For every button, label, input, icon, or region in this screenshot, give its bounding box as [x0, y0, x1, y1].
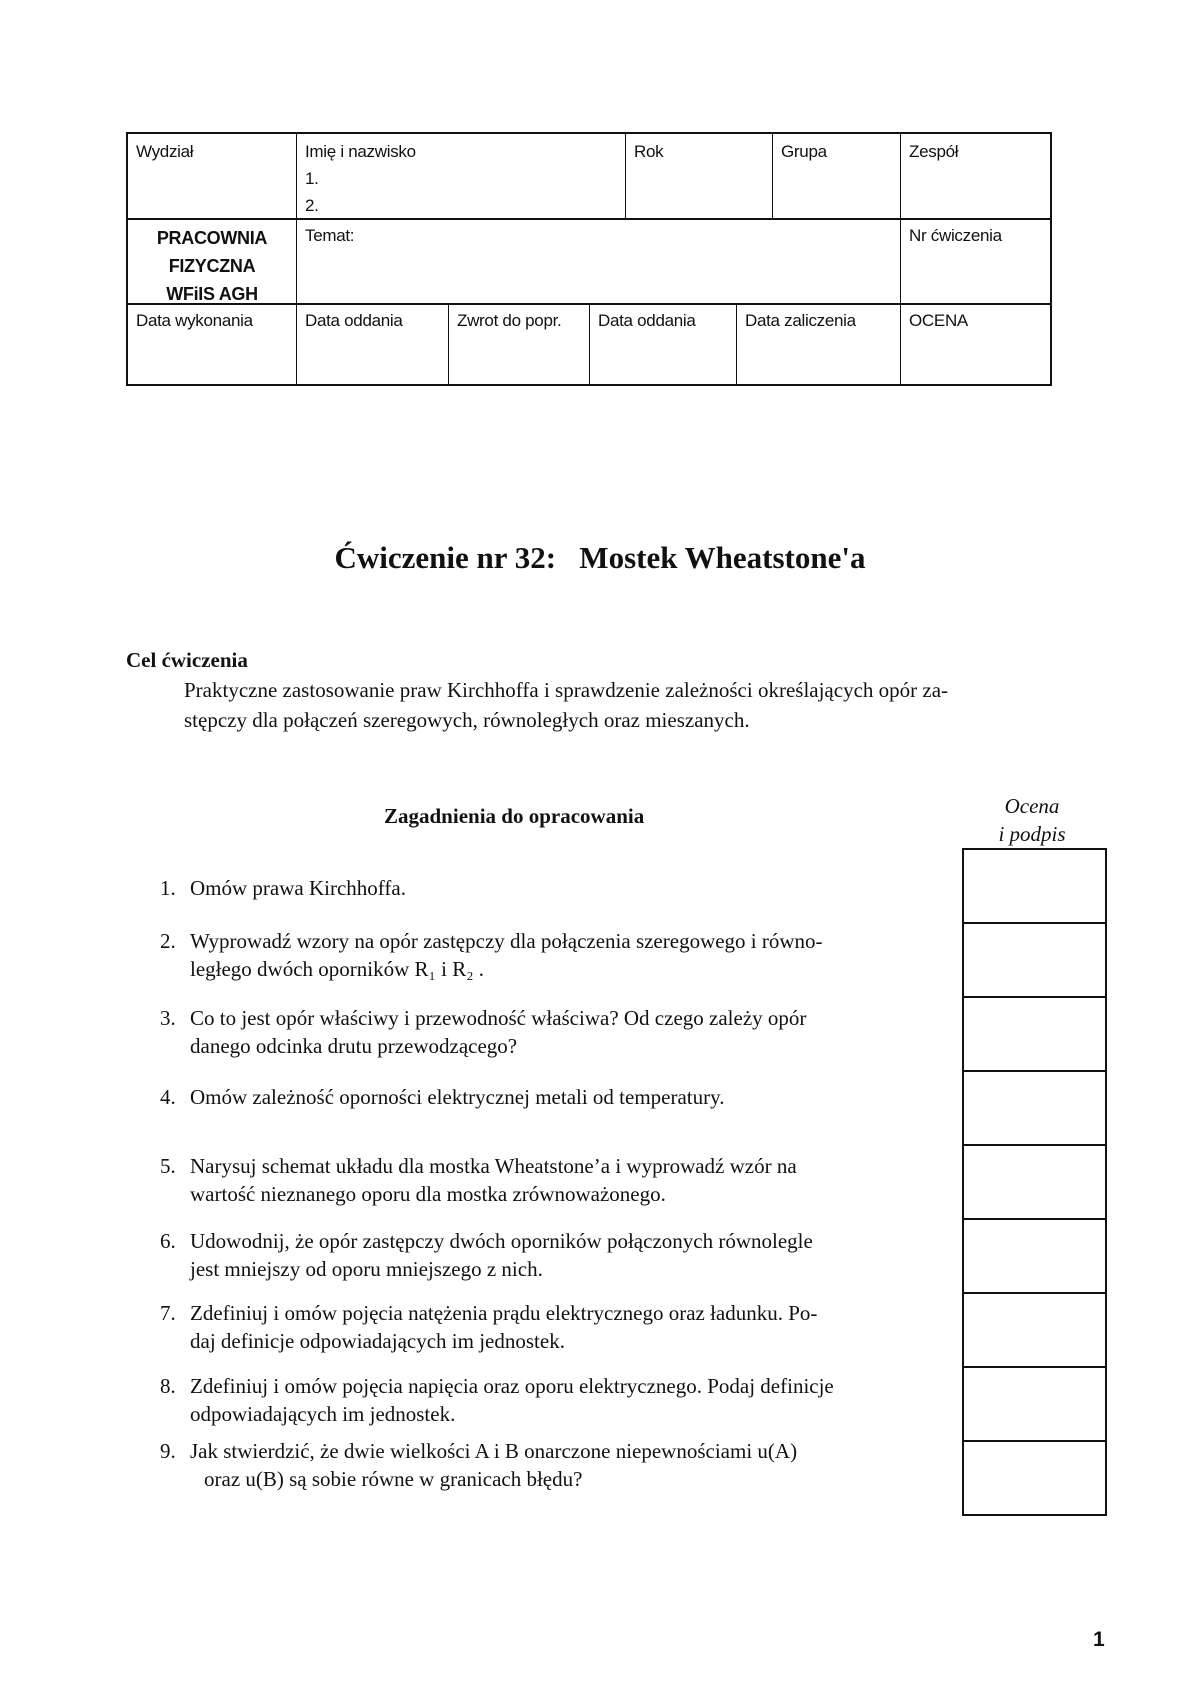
- cell-temat: [296, 218, 900, 303]
- question-item: [160, 1152, 930, 1208]
- ocena-label-line-1: Ocena: [1004, 794, 1060, 818]
- question-item: [160, 1299, 930, 1355]
- grade-box: [964, 1368, 1105, 1442]
- ocena-label-line-2: i podpis: [998, 822, 1066, 846]
- question-item: [160, 874, 930, 902]
- question-text-cont: odpowiadających im jednostek.: [190, 1402, 456, 1426]
- cell-ocena: [900, 303, 1050, 384]
- question-text: Wyprowadź wzory na opór zastępczy dla połączenia szeregowego i równo-: [190, 929, 823, 953]
- cell-data-oddania-2: [589, 303, 736, 384]
- grade-box: [964, 924, 1105, 998]
- question-text-cont: jest mniejszy od oporu mniejszego z nich.: [190, 1257, 543, 1281]
- question-text: Udowodnij, że opór zastępczy dwóch oporników połączonych równolegle: [190, 1229, 813, 1253]
- question-text: Narysuj schemat układu dla mostka Wheatstone’a i wyprowadź wzór na: [190, 1154, 797, 1178]
- cel-text: [184, 675, 1064, 735]
- label-nr-cwiczenia: Nr ćwiczenia: [909, 226, 1002, 245]
- question-number: 1.: [160, 876, 176, 900]
- question-item: [160, 927, 930, 983]
- question-text-cont: daj definicje odpowiadających im jednostek.: [190, 1329, 565, 1353]
- cell-data-zaliczenia: [736, 303, 900, 384]
- label-zwrot: Zwrot do popr.: [457, 311, 562, 330]
- grade-boxes-column: [962, 848, 1107, 1516]
- cell-nr-cwiczenia: [900, 218, 1050, 303]
- grade-box: [964, 1294, 1105, 1368]
- question-text-cont: oraz u(B) są sobie równe w granicach błędu?: [204, 1467, 583, 1491]
- header-row-1: [128, 134, 1050, 220]
- label-wydzial: Wydział: [136, 142, 194, 161]
- question-number: 8.: [160, 1374, 176, 1398]
- question-text: Jak stwierdzić, że dwie wielkości A i B onarczone niepewnościami u(A): [190, 1439, 798, 1463]
- label-data-oddania-1: Data oddania: [305, 311, 403, 330]
- cel-heading: Cel ćwiczenia: [126, 648, 248, 672]
- label-grupa: Grupa: [781, 142, 827, 161]
- label-data-zaliczenia: Data zaliczenia: [745, 311, 856, 330]
- cel-line-1: Praktyczne zastosowanie praw Kirchhoffa i sprawdzenie zależności określających opór za-: [184, 678, 949, 702]
- label-zespol: Zespół: [909, 142, 959, 161]
- grade-box: [964, 998, 1105, 1072]
- page-number: 1: [1093, 1628, 1105, 1651]
- question-text: Omów prawa Kirchhoffa.: [190, 876, 406, 900]
- question-number: 5.: [160, 1154, 176, 1178]
- question-number: 7.: [160, 1301, 176, 1325]
- question-item: [160, 1227, 930, 1283]
- question-text: Zdefiniuj i omów pojęcia natężenia prądu elektrycznego oraz ładunku. Po-: [190, 1301, 818, 1325]
- question-text: Zdefiniuj i omów pojęcia napięcia oraz oporu elektrycznego. Podaj definicje: [190, 1374, 834, 1398]
- question-item: [160, 1083, 930, 1111]
- question-number: 6.: [160, 1229, 176, 1253]
- question-number: 9.: [160, 1439, 176, 1463]
- question-number: 3.: [160, 1006, 176, 1030]
- label-data-wykonania: Data wykonania: [136, 311, 253, 330]
- question-text-cont: danego odcinka drutu przewodzącego?: [190, 1034, 518, 1058]
- header-form-table: [126, 132, 1052, 386]
- question-text: Co to jest opór właściwy i przewodność właściwa? Od czego zależy opór: [190, 1006, 807, 1030]
- question-number: 4.: [160, 1085, 176, 1109]
- ocena-podpis-label: [962, 792, 1102, 848]
- question-text-cont: wartość nieznanego oporu dla mostka zrównoważonego.: [190, 1182, 666, 1206]
- grade-box: [964, 1072, 1105, 1146]
- question-item: [160, 1004, 930, 1060]
- cell-zespol: [900, 134, 1050, 218]
- cell-data-oddania-1: [296, 303, 448, 384]
- question-item: [160, 1372, 930, 1428]
- question-text-cont: ległego dwóch oporników R₁ i R₂ .: [190, 957, 485, 981]
- label-data-oddania-2: Data oddania: [598, 311, 696, 330]
- header-row-3: [128, 303, 1050, 384]
- cel-line-2: stępczy dla połączeń szeregowych, równoległych oraz mieszanych.: [184, 708, 750, 732]
- label-imie-2: 2.: [305, 196, 319, 215]
- cell-grupa: [772, 134, 900, 218]
- label-imie-1: 1.: [305, 169, 319, 188]
- grade-box: [964, 1442, 1105, 1514]
- header-row-2: [128, 218, 1050, 305]
- grade-box: [964, 850, 1105, 924]
- label-ocena: OCENA: [909, 311, 968, 330]
- question-number: 2.: [160, 929, 176, 953]
- label-fizyczna: FIZYCZNA: [168, 256, 256, 276]
- cell-rok: [625, 134, 772, 218]
- label-pracownia: PRACOWNIA: [156, 228, 268, 248]
- question-item: [160, 1437, 930, 1493]
- page-title: Ćwiczenie nr 32: Mostek Wheatstone'a: [334, 540, 866, 575]
- cell-wydzial: [128, 134, 296, 218]
- cell-data-wykonania: [128, 303, 296, 384]
- zagadnienia-heading: Zagadnienia do opracowania: [384, 804, 645, 828]
- question-text: Omów zależność oporności elektrycznej metali od temperatury.: [190, 1085, 725, 1109]
- cell-zwrot: [448, 303, 589, 384]
- label-rok: Rok: [634, 142, 664, 161]
- label-imie-nazwisko: Imię i nazwisko: [305, 142, 416, 161]
- grade-box: [964, 1146, 1105, 1220]
- label-wfiis-agh: WFiIS AGH: [166, 284, 258, 304]
- cell-imie-nazwisko: [296, 134, 625, 218]
- cell-pracownia: [128, 218, 296, 303]
- label-temat: Temat:: [305, 226, 355, 245]
- grade-box: [964, 1220, 1105, 1294]
